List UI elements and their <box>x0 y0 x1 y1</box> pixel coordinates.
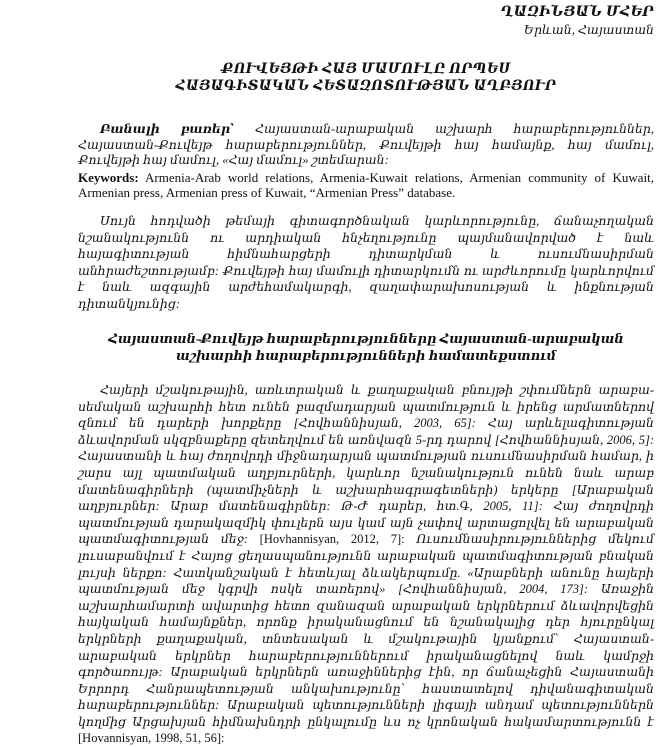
paper-title-line-2: ՀԱՅԱԳԻՏԱԿԱՆ ՀԵՏԱԶՈՏՈՒԹՅԱՆ ԱՂԲՅՈՒՐ <box>175 78 557 93</box>
section-heading-line-1: Հայաստան-Քուվեյթ հարաբերությունները Հայաստան-արաբական <box>108 331 624 346</box>
keywords-english <box>78 170 654 200</box>
body-reference-2: [Hovannisyan, 1998, 51, 56]: <box>78 731 225 746</box>
author-affiliation: Երևան, Հայաստան <box>523 23 654 37</box>
body-text-part-1: Հայերի մշակութային, առևտրական և քաղաքական բնույթի շփումներն արաբա-սեմական աշխարհի հետ ունեն բազմադարյան պատմություն և իրենց արմատներով զնում են դարերի խորքերը [Հովհաննիսյան, 2003, 65]: Հայ արևելագիտության ձևավորման սկզբնաքերը զետեղվում են առնվազն 5-րդ դարով [Հովհաննիսյան, 2006, 5]: Հայաստանի և հայ ժողովրդի միջնադարյան պատմության ուսումնասիրման համար, ի շարս այլ պատմական աղբյուրների, կարևոր նշանակություն ունեն նաև արաբ մատենագիրների (պատմիչների և աշխարհագրագետների) երկերը [Արաբական աղբյուրներ: Արաբ մատենագիրներ: Թ-Ժ դարեր, հտ.Գ, 2005, 11]: Հայ ժողովրդի պատմության դարակազմիկ փուլերն այս կամ այն չափով արտացոլվել են արաբական պատմագիտության մեջ: <box>78 383 654 547</box>
keywords-english-text: Armenia-Arab world relations, Armenia-Kuwait relations, Armenian community of Kuwait, Armenian press, Armenian press of Kuwait, “Armenian Press” database. <box>78 169 654 200</box>
body-paragraph <box>78 382 654 747</box>
paper-title <box>78 60 654 94</box>
author-block <box>501 4 654 38</box>
keywords-armenian-label: Բանալի բառեր՝ <box>100 122 235 136</box>
keywords-block <box>78 122 654 200</box>
body-text-part-2: Ուսումնասիրություններից մեկում լուսաբանվում է Հայոց ցեղասպանությունն արաբական պատմագիտության բնական լույսի ներքո: Հատկանշական է հետևյալ ձևակերպումը. «Արաբների անունը հայերի պատմության մեջ կգրվի ոսկե տառերով» [Հովհաննիսյան, 2004, 173]: Առաջին աշխարհամարտի ավարտից հետո զանազան արաբական երկրներում ձևավորվեցին հայկական համայնքներ, որոնք իրականացնում են նշանակալից դեր հյուրընկալ երկրների քաղաքական, տնտեսական և մշակութային կյանքում՝ Հայաստան-արաբական երկրներ հարաբերություններում իրականացնելով նաև կամրջի գործառույթ: Արաբական երկրներն առաջիններից էին, որ ճանաչեցին Հայաստանի Երրորդ Հանրապետության անկախությունը՝ հաստատելով դիվանագիտական հարաբերություններ: Արաբական պետությունների լիգայի անդամ պետություններն կողմից Արցախյան հիմնախնդրի ընկալումը ևս ոչ կրոնական հակամարտությունն է <box>78 532 654 729</box>
paper-title-line-1: ՔՈՒՎԵՅԹԻ ՀԱՅ ՄԱՄՈՒԼԸ ՈՐՊԵՍ <box>221 61 511 76</box>
keywords-english-label: Keywords: <box>78 169 139 185</box>
keywords-armenian-text: Հայաստան-արաբական աշխարհ հարաբերություններ, Հայաստան-Քուվեյթ հարաբերություններ, Քուվեյթի հայ համայնք, հայ մամուլ, Քուվեյթի հայ մամուլ, «Հայ մամուլ» շտեմարան: <box>78 122 654 167</box>
section-heading <box>78 330 654 364</box>
body-reference-1: [Hovhannisyan, 2012, 7]: <box>259 532 405 547</box>
author-name: ՂԱԶԻՆՅԱՆ ՄՀԵՐ <box>500 5 654 20</box>
keywords-armenian <box>78 122 654 169</box>
intro-paragraph: Սույն հոդվածի թեմայի գիտագործնական կարևորությունը, ճանաչողական նշանակությունն ու արդիական հնչեղությունը պայմանավորված է նաև հայագիտության հիմնահարցերի դիտարկման և ուսումնասիրման անհրաժեշտությամբ: Քուվեյթի հայ մամուլի դիտարկումն ու արժևորումը կարևորվում է նաև ազգային արժեհամակարգի, զաղափարախոսության և ինքնության դիտանկյունից: <box>78 214 654 311</box>
section-heading-line-2: աշխարհի հարաբերությունների համատեքստում <box>176 348 556 363</box>
